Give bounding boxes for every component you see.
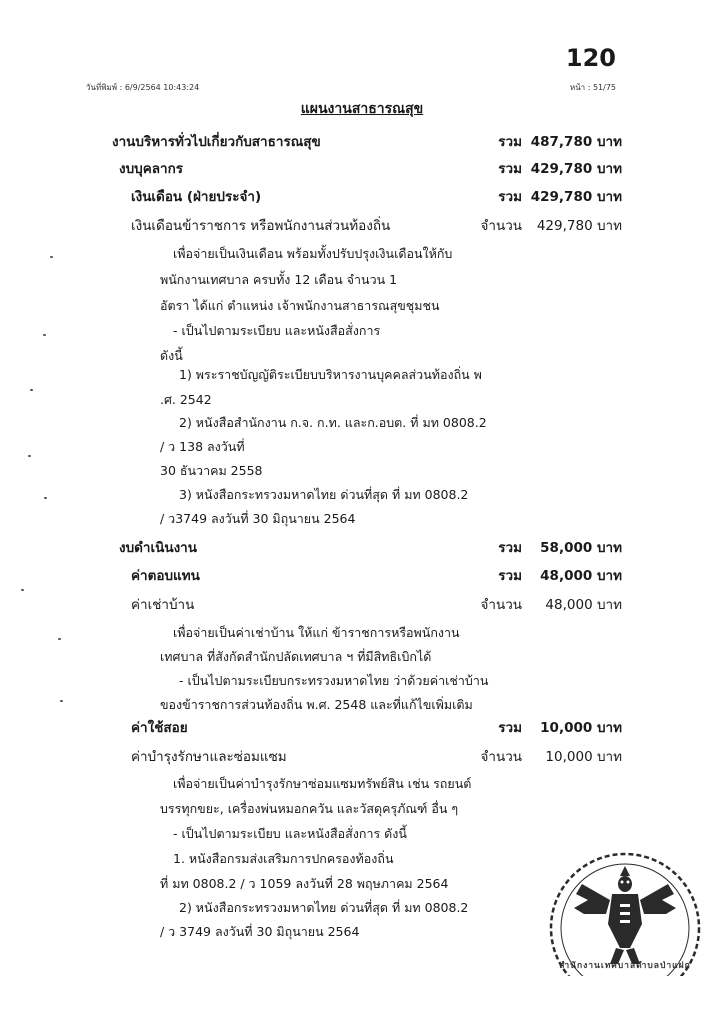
row-amount: 487,780 บาท (530, 134, 622, 150)
row-total-label: จำนวน (480, 749, 522, 765)
scan-speck (50, 256, 53, 258)
print-date: วันที่พิมพ์ : 6/9/2564 10:43:24 (86, 83, 200, 92)
scan-speck (44, 497, 47, 499)
row-label: งบดำเนินงาน (119, 540, 197, 556)
description-line: - เป็นไปตามระเบียบกระทรวงมหาดไทย ว่าด้วยค่าเช่าบ้าน (179, 673, 489, 688)
row-label: ค่าเช่าบ้าน (131, 597, 195, 613)
description-line: พนักงานเทศบาล ครบทั้ง 12 เดือน จำนวน 1 (160, 272, 398, 287)
description-line: เพื่อจ่ายเป็นเงินเดือน พร้อมทั้งปรับปรุงเงินเดือนให้กับ (173, 246, 453, 261)
row-amount: 429,780 บาท (536, 218, 622, 234)
description-line: - เป็นไปตามระเบียบ และหนังสือสั่งการ (173, 323, 381, 338)
row-total-label: รวม (498, 568, 522, 584)
description-line: 1. หนังสือกรมส่งเสริมการปกครองท้องถิ่น (173, 851, 394, 866)
scan-speck (60, 700, 63, 702)
row-label: งบบุคลากร (119, 161, 184, 177)
row-total-label: รวม (498, 720, 522, 736)
seal-text: สำนักงานเทศบาลตำบลป่าแฝก (559, 961, 691, 971)
description-line: ที่ มท 0808.2 / ว 1059 ลงวันที่ 28 พฤษภาคม 2564 (160, 876, 449, 891)
description-line: - เป็นไปตามระเบียบ และหนังสือสั่งการ ดังนี้ (173, 826, 407, 841)
scan-speck (30, 389, 33, 391)
page-number: 120 (565, 44, 616, 72)
page-indicator: หน้า : 51/75 (569, 83, 616, 92)
scan-speck (43, 334, 46, 336)
row-amount: 10,000 บาท (545, 749, 622, 765)
description-line: 3) หนังสือกระทรวงมหาดไทย ด่วนที่สุด ที่ มท 0808.2 (179, 487, 469, 502)
row-amount: 48,000 บาท (540, 568, 622, 584)
row-total-label: รวม (498, 161, 522, 177)
row-label: ค่าตอบแทน (131, 568, 200, 584)
description-line: 30 ธันวาคม 2558 (160, 463, 263, 478)
description-line: เทศบาล ที่สังกัดสำนักปลัดเทศบาล ฯ ที่มีสิทธิเบิกได้ (160, 649, 432, 664)
description-line: อัตรา ได้แก่ ตำแหน่ง เจ้าพนักงานสาธารณสุขชุมชน (160, 298, 440, 313)
description-line: 2) หนังสือสำนักงาน ก.จ. ก.ท. และก.อบต. ที่ มท 0808.2 (179, 415, 487, 430)
description-line: เพื่อจ่ายเป็นค่าเช่าบ้าน ให้แก่ ข้าราชการหรือพนักงาน (173, 625, 460, 640)
row-label: งานบริหารทั่วไปเกี่ยวกับสาธารณสุข (112, 134, 321, 150)
document-title: แผนงานสาธารณสุข (300, 101, 424, 117)
row-amount: 58,000 บาท (540, 540, 622, 556)
row-label: ค่าใช้สอย (131, 720, 188, 736)
scan-speck (58, 638, 61, 640)
description-line: ของข้าราชการส่วนท้องถิ่น พ.ศ. 2548 และที่แก้ไขเพิ่มเติม (160, 697, 473, 712)
description-line: 2) หนังสือกระทรวงมหาดไทย ด่วนที่สุด ที่ มท 0808.2 (179, 900, 469, 915)
row-total-label: จำนวน (480, 597, 522, 613)
row-label: ค่าบำรุงรักษาและซ่อมแซม (131, 749, 287, 765)
description-line: / ว 3749 ลงวันที่ 30 มิถุนายน 2564 (160, 924, 360, 939)
row-amount: 429,780 บาท (530, 189, 622, 205)
description-line: เพื่อจ่ายเป็นค่าบำรุงรักษาซ่อมแซมทรัพย์สิน เช่น รถยนต์ (173, 776, 472, 791)
official-seal-stamp (540, 852, 710, 976)
scan-speck (21, 589, 24, 591)
row-amount: 10,000 บาท (540, 720, 622, 736)
row-amount: 48,000 บาท (545, 597, 622, 613)
description-line: / ว 138 ลงวันที่ (160, 439, 245, 454)
description-line: / ว3749 ลงวันที่ 30 มิถุนายน 2564 (160, 511, 356, 526)
scan-speck (28, 455, 31, 457)
description-line: 1) พระราชบัญญัติระเบียบบริหารงานบุคคลส่วนท้องถิ่น พ (179, 367, 482, 382)
description-line: ดังนี้ (160, 348, 183, 363)
row-total-label: รวม (498, 134, 522, 150)
row-label: เงินเดือนข้าราชการ หรือพนักงานส่วนท้องถิ่น (131, 218, 391, 234)
description-line: บรรทุกขยะ, เครื่องพ่นหมอกควัน และวัสดุครุภัณฑ์ อื่น ๆ (160, 801, 459, 816)
row-total-label: รวม (498, 540, 522, 556)
description-line: .ศ. 2542 (160, 392, 212, 407)
row-total-label: รวม (498, 189, 522, 205)
row-label: เงินเดือน (ฝ่ายประจำ) (131, 189, 262, 205)
row-amount: 429,780 บาท (530, 161, 622, 177)
row-total-label: จำนวน (480, 218, 522, 234)
